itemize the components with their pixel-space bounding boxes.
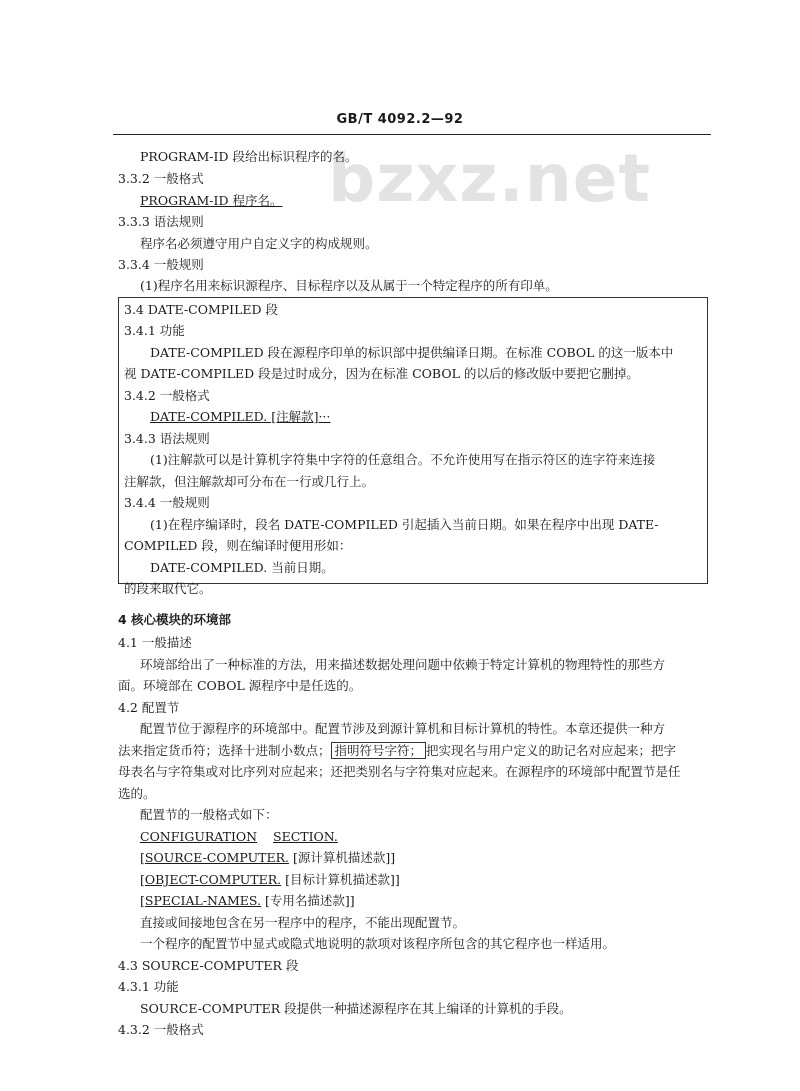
format-line bbox=[140, 850, 395, 866]
text-line: 配置节的一般格式如下： bbox=[140, 807, 278, 822]
heading-4: 4 核心模块的环境部 bbox=[118, 612, 232, 627]
keyword: SPECIAL-NAMES. bbox=[144, 893, 262, 908]
bracket: [ bbox=[140, 893, 145, 908]
text-line: PROGRAM-ID 段给出标识程序的名。 bbox=[140, 149, 358, 164]
bracket: [ bbox=[140, 872, 145, 887]
text-line: COMPILED 段，则在编译时便用形如： bbox=[124, 538, 352, 553]
heading-3-4-3: 3.4.3 语法规则 bbox=[124, 431, 210, 446]
boxed-phrase: 指明符号字符； bbox=[331, 742, 427, 759]
text-line: (1)程序名用来标识源程序、目标程序以及从属于一个特定程序的所有印单。 bbox=[140, 278, 558, 293]
keyword: CONFIGURATION bbox=[140, 829, 258, 844]
format-line: DATE-COMPILED. [注解款]··· bbox=[150, 409, 331, 424]
text-segment: 法来指定货币符；选择十进制小数点； bbox=[118, 743, 331, 758]
heading-3-4-4: 3.4.4 一般规则 bbox=[124, 495, 210, 510]
text-line: (1)注解款可以是计算机字符集中字符的任意组合。不允许使用写在指示符区的连字符来连接 bbox=[150, 452, 656, 467]
text-line: SOURCE-COMPUTER 段提供一种描述源程序在其上编译的计算机的手段。 bbox=[140, 1001, 572, 1016]
text-line: 视 DATE-COMPILED 段是过时成分，因为在标准 COBOL 的以后的修改版中要把它删掉。 bbox=[124, 366, 639, 381]
bracket: [ bbox=[140, 850, 145, 865]
text-line: 环境部给出了一种标准的方法，用来描述数据处理问题中依赖于特定计算机的物理特性的那些方 bbox=[140, 657, 666, 672]
text-line: 直接或间接地包含在另一程序中的程序，不能出现配置节。 bbox=[140, 915, 466, 930]
heading-3-4-2: 3.4.2 一般格式 bbox=[124, 388, 210, 403]
text-segment: [目标计算机描述款]] bbox=[281, 872, 400, 887]
watermark: bzxz.net bbox=[328, 140, 652, 217]
text-line: 配置节位于源程序的环境部中。配置节涉及到源计算机和目标计算机的特性。本章还提供一种方 bbox=[140, 721, 666, 736]
text-segment: [专用名描述款]] bbox=[261, 893, 355, 908]
keyword: OBJECT-COMPUTER. bbox=[144, 872, 282, 887]
keyword: SECTION. bbox=[273, 829, 338, 844]
text-line: 面。环境部在 COBOL 源程序中是任选的。 bbox=[118, 678, 362, 693]
heading-3-4: 3.4 DATE-COMPILED 段 bbox=[124, 302, 279, 317]
keyword: SOURCE-COMPUTER. bbox=[144, 850, 289, 865]
format-line bbox=[140, 872, 400, 888]
heading-4-2: 4.2 配置节 bbox=[118, 700, 180, 715]
heading-4-1: 4.1 一般描述 bbox=[118, 635, 192, 650]
page-header-code: GB/T 4092.2—92 bbox=[336, 112, 464, 127]
format-line: PROGRAM-ID 程序名。 bbox=[140, 193, 283, 208]
text-line: 母表名与字符集或对比序列对应起来；还把类别名与字符集对应起来。在源程序的环境部中配置节是任 bbox=[118, 764, 681, 779]
heading-4-3: 4.3 SOURCE-COMPUTER 段 bbox=[118, 958, 299, 973]
heading-4-3-2: 4.3.2 一般格式 bbox=[118, 1022, 204, 1037]
heading-4-3-1: 4.3.1 功能 bbox=[118, 979, 179, 994]
format-line bbox=[140, 829, 338, 845]
text-line: 的段来取代它。 bbox=[124, 581, 212, 596]
heading-3-3-3: 3.3.3 语法规则 bbox=[118, 214, 204, 229]
format-line bbox=[140, 893, 355, 909]
text-line: (1)在程序编译时，段名 DATE-COMPILED 引起插入当前日期。如果在程序中出现 DATE- bbox=[150, 517, 659, 532]
text-line: 程序名必须遵守用户自定义字的构成规则。 bbox=[140, 236, 378, 251]
header-rule bbox=[113, 134, 711, 135]
example-line: DATE-COMPILED. 当前日期。 bbox=[150, 560, 334, 575]
text-line bbox=[118, 743, 676, 759]
text-line: 注解款，但注解款却可分布在一行或几行上。 bbox=[124, 474, 375, 489]
heading-3-3-2: 3.3.2 一般格式 bbox=[118, 171, 204, 186]
heading-3-3-4: 3.3.4 一般规则 bbox=[118, 257, 204, 272]
text-line: 选的。 bbox=[118, 786, 156, 801]
heading-3-4-1: 3.4.1 功能 bbox=[124, 323, 185, 338]
text-segment: 把实现名与用户定义的助记名对应起来；把字 bbox=[426, 743, 677, 758]
text-line: 一个程序的配置节中显式或隐式地说明的款项对该程序所包含的其它程序也一样适用。 bbox=[140, 936, 616, 951]
text-segment: [源计算机描述款]] bbox=[288, 850, 396, 865]
text-line: DATE-COMPILED 段在源程序印单的标识部中提供编译日期。在标准 COBOL 的这一版本中 bbox=[150, 345, 674, 360]
